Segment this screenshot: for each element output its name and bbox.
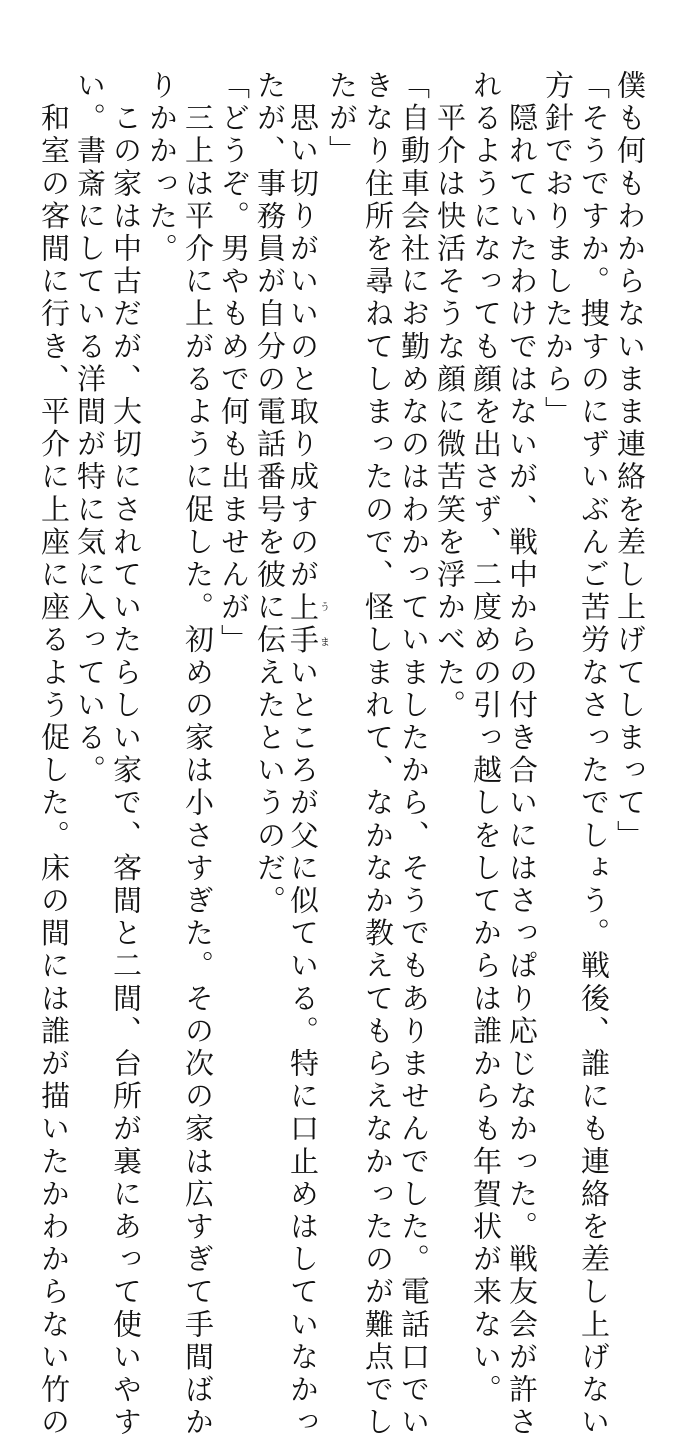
text-column: れるようになっても顔を出さず、二度めの引っ越しをしてからは誰からも年賀状が来ない。 [469, 70, 503, 1407]
text-column: 「どうぞ。男やもめで何も出ませんが」 [217, 70, 251, 657]
text-column: きなり住所を尋ねてしまったので、怪しまれて、なかなか教えてもらえなかったのが難点でし [361, 70, 395, 1439]
ruby-reading: うま [317, 591, 329, 657]
text-column: 「そうですか。捜すのにずいぶんご苦労なさったでしょう。戦後、誰にも連絡を差し上げない [577, 70, 611, 1439]
text-column: い。書斎にしている洋間が特に気に入っている。 [73, 70, 107, 788]
text-column: 方針でおりましたから」 [541, 70, 575, 429]
text-column: 三上は平介に上がるように促した。初めの家は小さすぎた。その次の家は広すぎて手間ばか [181, 70, 215, 1439]
text-segment: いところが父に似ている。特に口止めはしていなかっ [286, 656, 320, 1439]
text-column: たが、事務員が自分の電話番号を彼に伝えたというのだ。 [253, 70, 287, 918]
text-segment: 思い切りがいいのと取り成すのが [286, 70, 320, 592]
text-column: 「自動車会社にお勤めなのはわかっていましたから、そうでもありませんでした。電話口でい [397, 70, 431, 1439]
text-column: 平介は快活そうな顔に微苦笑を浮かべた。 [433, 70, 467, 722]
ruby-base: 上手 [286, 591, 320, 657]
text-column: 和室の客間に行き、平介に上座に座るよう促した。床の間には誰が描いたかわからない竹の [37, 70, 71, 1439]
text-column: 僕も何もわからないまま連絡を差し上げてしまって」 [613, 70, 647, 853]
text-column: この家は中古だが、大切にされていたらしい家で、客間と二間、台所が裏にあって使いやす [109, 70, 143, 1439]
text-column: 隠れていたわけではないが、戦中からの付き合いにはさっぱり応じなかった。戦友会が許さ [505, 70, 539, 1439]
text-column: りかかった。 [145, 70, 179, 266]
text-column: たが」 [325, 70, 359, 168]
